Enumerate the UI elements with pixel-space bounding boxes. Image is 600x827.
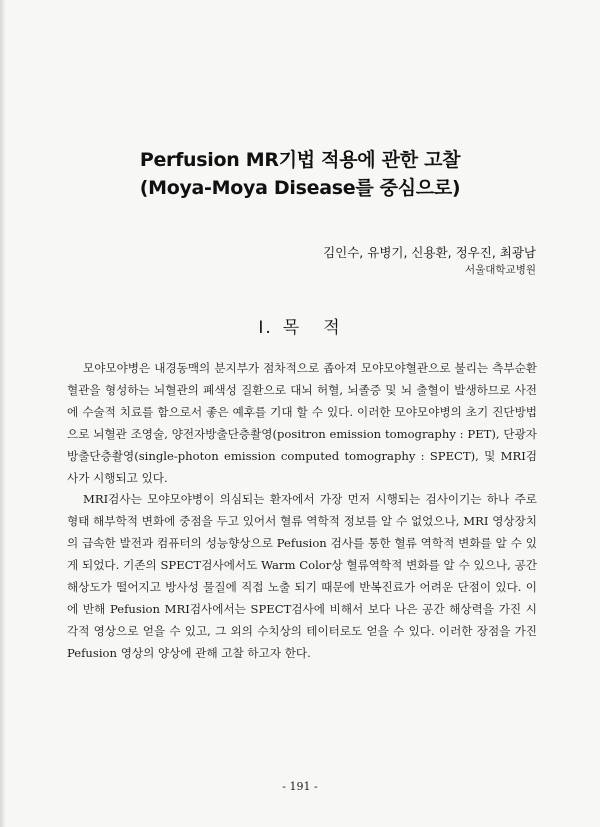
paragraph-2: MRI검사는 모야모야병이 의심되는 환자에서 가장 먼저 시행되는 검사이기는 하나 주로 형태 해부학적 변화에 중점을 두고 있어서 혈류 역학적 정보를 알 수 없었으나, MRI 영상장치의 급속한 발전과 컴퓨터의 성능향상으로 Pefusion 검사를 통한 혈류 역학적 변화를 알 수 있게 되었다. 기존의 SPECT검사에서도 Warm Color상 혈류역학적 변화를 알 수 있으나, 공간해상도가 떨어지고 방사성 물질에 직접 노출 되기 때문에 반복진료가 어려운 단점이 있다. 이에 반해 Pefusion MRI검사에서는 SPECT검사에 비해서 보다 나은 공간 해상력을 가진 시각적 영상으로 얻을 수 있고, 그 외의 수치상의 테이터로도 얻을 수 있다. 이러한 장점을 가진 Pefusion 영상의 양상에 관해 고찰 하고자 한다.: [67, 492, 537, 660]
paper-title-line2: (Moya-Moya Disease를 중심으로): [139, 177, 461, 199]
body-text: [67, 358, 537, 665]
section-title-part1: 목: [282, 318, 302, 338]
section-heading: [0, 313, 600, 338]
section-number: I.: [258, 318, 273, 338]
scan-edge-shadow: [0, 0, 6, 827]
author-list: 김인수, 유병기, 신용환, 정우진, 최광남: [323, 245, 536, 260]
section-title-part2: 적: [323, 318, 342, 338]
paper-title-line1: Perfusion MR기법 적용에 관한 고찰: [139, 149, 461, 171]
paragraph-1: 모야모야병은 내경동맥의 분지부가 점차적으로 좁아져 모야모야혈관으로 불리는 측부순환혈관을 형성하는 뇌혈관의 폐색성 질환으로 대뇌 허혈, 뇌졸증 및 뇌 출혈이 발생하므로 사전에 수술적 치료를 함으로서 좋은 예후를 기대 할 수 있다. 이러한 모야모야병의 초기 진단방법으로 뇌혈관 조영술, 양전자방출단층촬영(positron emission tomography : PET), 단광자방출단층촬영(single-photon emission computed tomography : SPECT), 및 MRI검사가 시행되고 있다.: [67, 361, 537, 485]
page-number: - 191 -: [282, 780, 318, 793]
affiliation: 서울대학교병원: [464, 264, 536, 276]
